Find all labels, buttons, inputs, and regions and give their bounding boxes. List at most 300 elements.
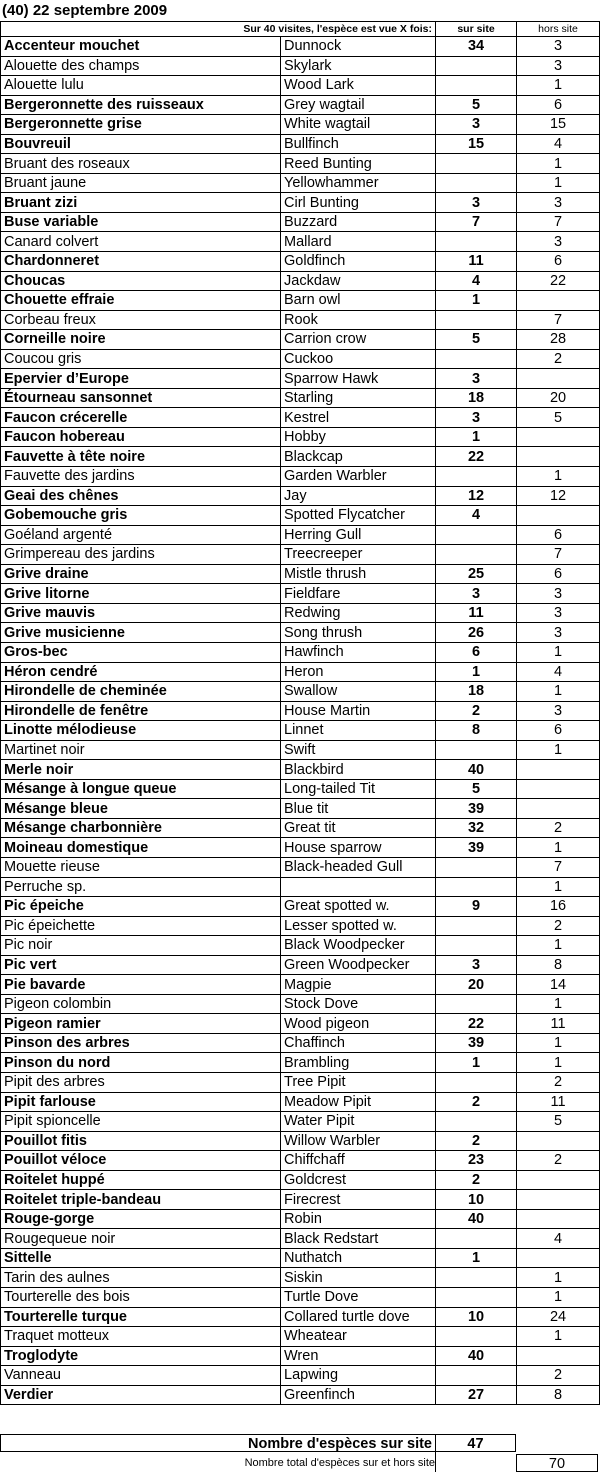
table-row (1, 545, 600, 565)
table-row (1, 1229, 600, 1249)
species-french-name: Faucon crécerelle (1, 408, 281, 428)
count-sur-site: 26 (436, 623, 517, 643)
species-french-name: Bruant des roseaux (1, 154, 281, 174)
table-row (1, 623, 600, 643)
count-hors-site: 1 (517, 994, 600, 1014)
species-french-name: Bruant jaune (1, 173, 281, 193)
species-english-name (281, 877, 436, 897)
table-row (1, 310, 600, 330)
table-row (1, 897, 600, 917)
count-sur-site: 3 (436, 115, 517, 135)
species-english-name: Magpie (281, 975, 436, 995)
count-hors-site: 2 (517, 818, 600, 838)
species-english-name: Great spotted w. (281, 897, 436, 917)
header-sur-site: sur site (436, 22, 517, 37)
species-english-name: Carrion crow (281, 330, 436, 350)
count-hors-site (517, 760, 600, 780)
count-hors-site: 4 (517, 134, 600, 154)
species-english-name: Firecrest (281, 1190, 436, 1210)
count-sur-site (436, 545, 517, 565)
table-row (1, 388, 600, 408)
species-english-name: Robin (281, 1209, 436, 1229)
count-sur-site: 12 (436, 486, 517, 506)
count-sur-site: 2 (436, 1131, 517, 1151)
count-sur-site (436, 936, 517, 956)
species-english-name: Skylark (281, 56, 436, 76)
species-french-name: Fauvette à tête noire (1, 447, 281, 467)
species-english-name: Black Woodpecker (281, 936, 436, 956)
species-english-name: Reed Bunting (281, 154, 436, 174)
count-hors-site: 7 (517, 212, 600, 232)
count-hors-site: 3 (517, 701, 600, 721)
species-english-name: Cuckoo (281, 349, 436, 369)
species-french-name: Pouillot fitis (1, 1131, 281, 1151)
table-row (1, 1072, 600, 1092)
species-english-name: Rook (281, 310, 436, 330)
count-hors-site: 7 (517, 310, 600, 330)
count-hors-site: 6 (517, 252, 600, 272)
table-row (1, 1288, 600, 1308)
species-english-name: White wagtail (281, 115, 436, 135)
species-english-name: Black Redstart (281, 1229, 436, 1249)
species-french-name: Grive draine (1, 564, 281, 584)
count-hors-site (517, 1131, 600, 1151)
count-hors-site: 16 (517, 897, 600, 917)
species-english-name: House Martin (281, 701, 436, 721)
species-english-name: Barn owl (281, 291, 436, 311)
count-sur-site: 3 (436, 193, 517, 213)
count-sur-site: 34 (436, 37, 517, 57)
count-sur-site (436, 857, 517, 877)
species-english-name: Stock Dove (281, 994, 436, 1014)
species-french-name: Mésange charbonnière (1, 818, 281, 838)
count-sur-site: 4 (436, 506, 517, 526)
table-row (1, 447, 600, 467)
count-sur-site (436, 916, 517, 936)
count-hors-site: 1 (517, 1053, 600, 1073)
species-english-name: Black-headed Gull (281, 857, 436, 877)
table-row (1, 740, 600, 760)
species-french-name: Grimpereau des jardins (1, 545, 281, 565)
species-english-name: Buzzard (281, 212, 436, 232)
species-english-name: Blackbird (281, 760, 436, 780)
count-sur-site: 23 (436, 1151, 517, 1171)
count-hors-site: 6 (517, 721, 600, 741)
count-sur-site: 40 (436, 760, 517, 780)
species-french-name: Pie bavarde (1, 975, 281, 995)
count-hors-site: 1 (517, 1288, 600, 1308)
table-row (1, 212, 600, 232)
species-english-name: Wheatear (281, 1327, 436, 1347)
count-hors-site (517, 447, 600, 467)
species-french-name: Alouette lulu (1, 76, 281, 96)
table-row (1, 1092, 600, 1112)
species-french-name: Bergeronnette grise (1, 115, 281, 135)
count-hors-site: 2 (517, 1072, 600, 1092)
count-hors-site (517, 779, 600, 799)
table-row (1, 760, 600, 780)
summary-divider (435, 1452, 436, 1472)
count-hors-site: 11 (517, 1092, 600, 1112)
count-hors-site: 6 (517, 525, 600, 545)
species-english-name: Greenfinch (281, 1385, 436, 1405)
species-english-name: Wood Lark (281, 76, 436, 96)
count-sur-site: 11 (436, 603, 517, 623)
count-sur-site (436, 1288, 517, 1308)
species-french-name: Hirondelle de fenêtre (1, 701, 281, 721)
species-french-name: Pipit spioncelle (1, 1112, 281, 1132)
species-english-name: Swift (281, 740, 436, 760)
count-sur-site: 39 (436, 799, 517, 819)
species-total-label-text: Nombre total d'espèces sur et hors site (244, 1457, 435, 1469)
species-french-name: Tourterelle des bois (1, 1288, 281, 1308)
count-hors-site: 6 (517, 564, 600, 584)
species-french-name: Corneille noire (1, 330, 281, 350)
species-french-name: Pipit des arbres (1, 1072, 281, 1092)
count-sur-site: 1 (436, 662, 517, 682)
count-sur-site: 10 (436, 1190, 517, 1210)
count-sur-site: 27 (436, 1385, 517, 1405)
table-row (1, 916, 600, 936)
count-sur-site: 39 (436, 838, 517, 858)
count-sur-site (436, 525, 517, 545)
count-sur-site: 7 (436, 212, 517, 232)
count-sur-site (436, 1268, 517, 1288)
sheet-title: (40) 22 septembre 2009 (2, 2, 168, 19)
table-row (1, 408, 600, 428)
table-row (1, 564, 600, 584)
table-row (1, 1366, 600, 1386)
species-french-name: Pinson des arbres (1, 1033, 281, 1053)
count-sur-site: 1 (436, 427, 517, 447)
count-sur-site: 2 (436, 701, 517, 721)
count-hors-site: 8 (517, 955, 600, 975)
table-row (1, 193, 600, 213)
table-row (1, 818, 600, 838)
species-on-site-value: 47 (435, 1434, 516, 1452)
species-french-name: Merle noir (1, 760, 281, 780)
count-hors-site: 3 (517, 623, 600, 643)
count-sur-site (436, 877, 517, 897)
species-french-name: Accenteur mouchet (1, 37, 281, 57)
count-sur-site: 22 (436, 1014, 517, 1034)
count-hors-site: 1 (517, 467, 600, 487)
species-french-name: Tourterelle turque (1, 1307, 281, 1327)
count-sur-site (436, 1112, 517, 1132)
species-french-name: Chardonneret (1, 252, 281, 272)
count-hors-site (517, 1209, 600, 1229)
species-french-name: Alouette des champs (1, 56, 281, 76)
species-french-name: Bouvreuil (1, 134, 281, 154)
count-hors-site (517, 369, 600, 389)
species-french-name: Mésange bleue (1, 799, 281, 819)
count-hors-site: 22 (517, 271, 600, 291)
table-row (1, 427, 600, 447)
count-sur-site: 3 (436, 584, 517, 604)
table-row (1, 369, 600, 389)
species-french-name: Troglodyte (1, 1346, 281, 1366)
table-row (1, 1190, 600, 1210)
table-row (1, 1248, 600, 1268)
count-sur-site (436, 994, 517, 1014)
table-row (1, 56, 600, 76)
table-row (1, 134, 600, 154)
count-hors-site: 2 (517, 916, 600, 936)
table-row (1, 232, 600, 252)
count-hors-site: 1 (517, 682, 600, 702)
count-hors-site: 1 (517, 1268, 600, 1288)
species-english-name: Siskin (281, 1268, 436, 1288)
count-hors-site (517, 427, 600, 447)
species-french-name: Pic épeiche (1, 897, 281, 917)
species-french-name: Martinet noir (1, 740, 281, 760)
species-english-name: Spotted Flycatcher (281, 506, 436, 526)
species-english-name: Treecreeper (281, 545, 436, 565)
species-english-name: Mallard (281, 232, 436, 252)
species-english-name: Lapwing (281, 1366, 436, 1386)
species-french-name: Roitelet triple-bandeau (1, 1190, 281, 1210)
count-sur-site: 8 (436, 721, 517, 741)
table-row (1, 330, 600, 350)
count-hors-site: 15 (517, 115, 600, 135)
count-sur-site: 2 (436, 1170, 517, 1190)
table-row (1, 154, 600, 174)
species-french-name: Grive mauvis (1, 603, 281, 623)
species-english-name: Goldcrest (281, 1170, 436, 1190)
species-total-label (0, 1454, 515, 1472)
count-hors-site: 3 (517, 584, 600, 604)
table-row (1, 467, 600, 487)
count-hors-site: 11 (517, 1014, 600, 1034)
species-french-name: Pigeon colombin (1, 994, 281, 1014)
species-english-name: Garden Warbler (281, 467, 436, 487)
table-row (1, 1268, 600, 1288)
table-row (1, 525, 600, 545)
count-hors-site: 5 (517, 408, 600, 428)
table-row (1, 506, 600, 526)
species-total-value: 70 (516, 1454, 598, 1472)
count-hors-site: 3 (517, 193, 600, 213)
count-sur-site: 2 (436, 1092, 517, 1112)
species-french-name: Gobemouche gris (1, 506, 281, 526)
count-sur-site: 20 (436, 975, 517, 995)
table-row (1, 662, 600, 682)
table-row (1, 1346, 600, 1366)
species-english-name: Mistle thrush (281, 564, 436, 584)
species-english-name: Linnet (281, 721, 436, 741)
count-hors-site: 1 (517, 1327, 600, 1347)
count-hors-site: 14 (517, 975, 600, 995)
count-sur-site: 3 (436, 369, 517, 389)
count-hors-site (517, 1190, 600, 1210)
species-english-name: Jackdaw (281, 271, 436, 291)
species-english-name: Lesser spotted w. (281, 916, 436, 936)
table-row (1, 1151, 600, 1171)
count-hors-site: 3 (517, 37, 600, 57)
count-sur-site (436, 1366, 517, 1386)
count-hors-site: 1 (517, 877, 600, 897)
species-french-name: Canard colvert (1, 232, 281, 252)
species-english-name: Goldfinch (281, 252, 436, 272)
count-sur-site (436, 467, 517, 487)
count-hors-site (517, 291, 600, 311)
species-french-name: Vanneau (1, 1366, 281, 1386)
count-hors-site: 12 (517, 486, 600, 506)
count-hors-site: 24 (517, 1307, 600, 1327)
table-row (1, 1033, 600, 1053)
species-french-name: Buse variable (1, 212, 281, 232)
count-hors-site: 20 (517, 388, 600, 408)
table-row (1, 584, 600, 604)
species-english-name: Long-tailed Tit (281, 779, 436, 799)
count-sur-site (436, 173, 517, 193)
species-english-name: Tree Pipit (281, 1072, 436, 1092)
table-row (1, 1112, 600, 1132)
table-row (1, 115, 600, 135)
table-row (1, 1053, 600, 1073)
count-sur-site: 32 (436, 818, 517, 838)
count-sur-site: 1 (436, 291, 517, 311)
table-row (1, 486, 600, 506)
species-english-name: Great tit (281, 818, 436, 838)
count-hors-site: 1 (517, 154, 600, 174)
species-french-name: Traquet motteux (1, 1327, 281, 1347)
species-english-name: Song thrush (281, 623, 436, 643)
count-sur-site: 22 (436, 447, 517, 467)
species-on-site-label: Nombre d'espèces sur site (0, 1434, 435, 1452)
count-hors-site (517, 1170, 600, 1190)
table-row (1, 1014, 600, 1034)
species-french-name: Fauvette des jardins (1, 467, 281, 487)
table-row (1, 252, 600, 272)
species-english-name: Heron (281, 662, 436, 682)
count-hors-site: 5 (517, 1112, 600, 1132)
count-hors-site: 2 (517, 1366, 600, 1386)
table-row (1, 173, 600, 193)
count-sur-site: 10 (436, 1307, 517, 1327)
species-english-name: Herring Gull (281, 525, 436, 545)
species-french-name: Gros-bec (1, 642, 281, 662)
table-row (1, 1307, 600, 1327)
species-english-name: Sparrow Hawk (281, 369, 436, 389)
species-english-name: Jay (281, 486, 436, 506)
count-hors-site: 2 (517, 1151, 600, 1171)
table-row (1, 955, 600, 975)
table-row (1, 1131, 600, 1151)
species-french-name: Pouillot véloce (1, 1151, 281, 1171)
species-french-name: Hirondelle de cheminée (1, 682, 281, 702)
species-english-name: Hawfinch (281, 642, 436, 662)
count-hors-site: 2 (517, 349, 600, 369)
header-row (1, 22, 600, 37)
count-hors-site: 1 (517, 642, 600, 662)
species-french-name: Roitelet huppé (1, 1170, 281, 1190)
count-sur-site: 1 (436, 1053, 517, 1073)
count-hors-site: 1 (517, 173, 600, 193)
count-sur-site: 25 (436, 564, 517, 584)
table-row (1, 1327, 600, 1347)
count-hors-site: 1 (517, 936, 600, 956)
count-sur-site (436, 76, 517, 96)
count-hors-site: 1 (517, 838, 600, 858)
species-english-name: Meadow Pipit (281, 1092, 436, 1112)
count-sur-site (436, 56, 517, 76)
count-sur-site: 4 (436, 271, 517, 291)
table-row (1, 1385, 600, 1405)
table-row (1, 682, 600, 702)
table-row (1, 838, 600, 858)
count-sur-site: 5 (436, 779, 517, 799)
species-english-name: Blue tit (281, 799, 436, 819)
count-sur-site: 5 (436, 330, 517, 350)
species-french-name: Goéland argenté (1, 525, 281, 545)
count-hors-site (517, 799, 600, 819)
header-hors-site: hors site (517, 22, 600, 37)
count-hors-site: 3 (517, 56, 600, 76)
species-english-name: Cirl Bunting (281, 193, 436, 213)
count-sur-site: 3 (436, 408, 517, 428)
table-row (1, 779, 600, 799)
count-sur-site (436, 1072, 517, 1092)
species-english-name: House sparrow (281, 838, 436, 858)
count-sur-site (436, 232, 517, 252)
table-row (1, 857, 600, 877)
species-french-name: Pic épeichette (1, 916, 281, 936)
species-english-name: Dunnock (281, 37, 436, 57)
species-french-name: Pigeon ramier (1, 1014, 281, 1034)
species-english-name: Green Woodpecker (281, 955, 436, 975)
table-row (1, 799, 600, 819)
count-hors-site (517, 506, 600, 526)
table-row (1, 721, 600, 741)
species-french-name: Bruant zizi (1, 193, 281, 213)
count-sur-site (436, 1229, 517, 1249)
count-hors-site: 4 (517, 1229, 600, 1249)
table-row (1, 37, 600, 57)
header-visits: Sur 40 visites, l'espèce est vue X fois: (1, 22, 436, 37)
table-row (1, 1170, 600, 1190)
species-english-name: Kestrel (281, 408, 436, 428)
species-english-name: Blackcap (281, 447, 436, 467)
count-hors-site: 1 (517, 740, 600, 760)
species-table (0, 21, 600, 1405)
table-row (1, 975, 600, 995)
count-sur-site (436, 310, 517, 330)
species-english-name: Wood pigeon (281, 1014, 436, 1034)
species-french-name: Mouette rieuse (1, 857, 281, 877)
table-row (1, 936, 600, 956)
species-french-name: Choucas (1, 271, 281, 291)
count-hors-site: 8 (517, 1385, 600, 1405)
table-row (1, 1209, 600, 1229)
count-hors-site (517, 1248, 600, 1268)
count-hors-site: 1 (517, 1033, 600, 1053)
count-sur-site: 1 (436, 1248, 517, 1268)
count-sur-site: 3 (436, 955, 517, 975)
species-french-name: Étourneau sansonnet (1, 388, 281, 408)
species-english-name: Water Pipit (281, 1112, 436, 1132)
species-english-name: Redwing (281, 603, 436, 623)
species-english-name: Swallow (281, 682, 436, 702)
species-french-name: Rouge-gorge (1, 1209, 281, 1229)
count-sur-site: 11 (436, 252, 517, 272)
count-hors-site: 1 (517, 76, 600, 96)
table-row (1, 291, 600, 311)
count-sur-site (436, 154, 517, 174)
species-french-name: Bergeronnette des ruisseaux (1, 95, 281, 115)
species-french-name: Perruche sp. (1, 877, 281, 897)
species-english-name: Brambling (281, 1053, 436, 1073)
